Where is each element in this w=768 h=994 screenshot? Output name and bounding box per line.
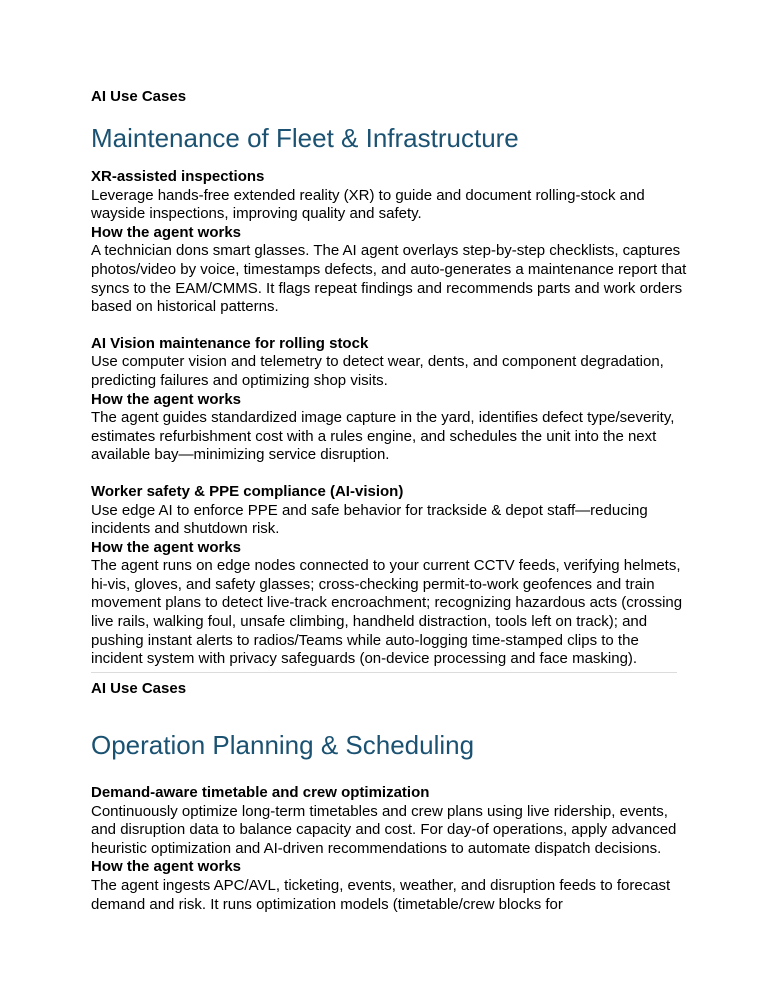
how-text: A technician dons smart glasses. The AI agent overlays step-by-step checklists, captures photos/video by voice, timestamps defects, and auto-generates a maintenance report that syncs to the EAM/CMMS. It flags repeat findings and recommends parts and work orders based on historical patterns. — [91, 242, 687, 316]
use-case-title: XR-assisted inspections — [91, 168, 265, 185]
how-text: The agent runs on edge nodes connected to your current CCTV feeds, verifying helmets, hi-vis, gloves, and safety glasses; cross-checking permit-to-work geofences and train movement plans to detect live-track encroachment; recognizing hazardous acts (crossing live rails, walking foul, unsafe climbing, handheld distraction, tools left on track); and pushing instant alerts to radios/Teams while auto-logging time-stamped clips to the incident system with privacy safeguards (on-device processing and face masking). — [91, 557, 683, 668]
use-case-ai-vision — [91, 335, 691, 465]
how-label: How the agent works — [91, 858, 242, 876]
use-case-summary: Use computer vision and telemetry to detect wear, dents, and component degradation, predicting failures and optimizing shop visits. — [91, 353, 664, 389]
section-kicker: AI Use Cases — [91, 680, 187, 697]
section-title: Operation Planning & Scheduling — [91, 730, 475, 760]
section-kicker: AI Use Cases — [91, 88, 187, 105]
section-title: Maintenance of Fleet & Infrastructure — [91, 123, 519, 153]
use-case-title: AI Vision maintenance for rolling stock — [91, 334, 369, 352]
use-case-xr-inspections — [91, 168, 691, 317]
use-case-summary: Use edge AI to enforce PPE and safe behavior for trackside & depot staff—reducing incidents and shutdown risk. — [91, 501, 648, 538]
use-case-summary: Leverage hands-free extended reality (XR) to guide and document rolling-stock and wayside inspections, improving quality and safety. — [91, 186, 645, 223]
use-case-title: Worker safety & PPE compliance (AI-vision) — [91, 482, 404, 500]
how-text: The agent ingests APC/AVL, ticketing, events, weather, and disruption feeds to forecast demand and risk. It runs optimization models (timetable/crew blocks for — [91, 876, 671, 913]
how-text: The agent guides standardized image capture in the yard, identifies defect type/severity, estimates refurbishment cost with a rules engine, and schedules the unit into the next available bay—minimizing service disruption. — [91, 409, 675, 464]
section-operations — [91, 680, 691, 932]
use-case-worker-safety — [91, 483, 691, 669]
how-label: How the agent works — [91, 390, 242, 408]
use-case-title: Demand-aware timetable and crew optimization — [91, 784, 430, 801]
how-label: How the agent works — [91, 538, 242, 556]
section-divider — [91, 672, 677, 673]
use-case-summary: Continuously optimize long-term timetables and crew plans using live ridership, events, and disruption data to balance capacity and cost. For day-of operations, apply advanced heuristic optimization and AI-driven recommendations to automate dispatch decisions. — [91, 802, 677, 857]
use-case-timetable-crew — [91, 784, 691, 914]
section-maintenance — [91, 88, 691, 687]
how-label: How the agent works — [91, 223, 242, 241]
